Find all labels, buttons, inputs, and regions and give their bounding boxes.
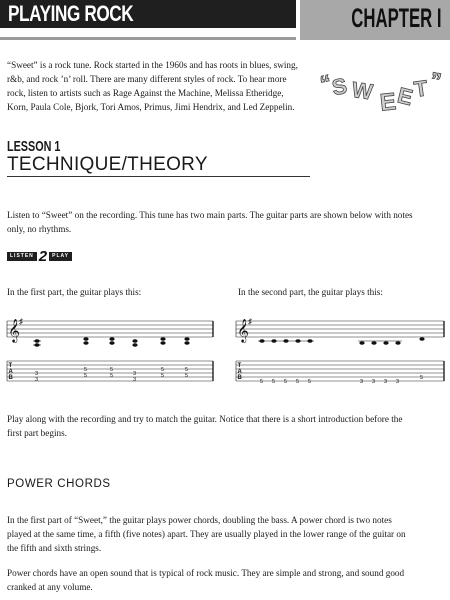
play-label: PLAY [49,252,72,261]
sharp-icon: ♯ [19,317,23,326]
play-along-paragraph [7,412,447,440]
chord-notes [34,337,189,347]
chapter-tab [300,0,450,40]
listen-label: LISTEN [7,252,37,261]
tab-fret: 5 [185,367,189,373]
intro-paragraph [7,58,317,114]
lesson-title: TECHNIQUE/THEORY [7,154,208,175]
play-along-line: first part begins. [7,428,67,438]
tab-t: T [8,363,13,369]
lesson-number: LESSON 1 [7,138,61,155]
example-caption-1: In the first part, the guitar plays this: [7,287,142,297]
power-chords-line: played at the same time, a fifth (five notes) apart. They are usually played in the lower range of the guitar on [7,529,406,539]
tab-fret: 5 [110,367,114,373]
svg-text:E: E [395,82,416,111]
tab-t: T [237,363,242,369]
tab-fret: 3 [360,379,364,385]
notation-example-1 [5,315,215,393]
sweet-logo-art [318,62,446,132]
staff-and-tab-1 [5,315,215,393]
power-chords-line: Power chords have an open sound that is typical of rock music. They are simple and strong, and sound good [7,568,405,578]
sharp-icon: ♯ [248,317,252,326]
staff-and-tab-2 [234,315,446,393]
svg-text:T: T [412,75,430,102]
power-chords-heading: POWER CHORDS [7,478,111,490]
power-chords-line: the fifth and sixth strings. [7,543,102,553]
tab-fret: 5 [110,373,114,379]
sweet-logo [318,62,446,132]
tab-fret: 5 [185,373,189,379]
header-bar [0,0,296,28]
intro-line: Korn, Paula Cole, Bjork, Tori Amos, Primus, Jimi Hendrix, and Led Zeppelin. [7,102,295,112]
listen-line: only, no rhythms. [7,224,72,234]
svg-text:“: “ [318,69,334,97]
tab-fret: 3 [133,371,137,377]
tab-a: A [8,369,13,375]
svg-text:W: W [350,77,375,105]
intro-line: rock, listen to artists such as Rage Against the Machine, Melissa Etheridge, [7,88,284,98]
power-chords-paragraph-2 [7,566,447,594]
svg-text:”: ” [428,67,444,94]
intro-line: “Sweet” is a rock tune. Rock started in the 1960s and has roots in blues, swing, [7,60,298,70]
tab-fret: 5 [161,373,165,379]
power-chords-paragraph-1 [7,513,447,555]
svg-text:S: S [330,73,349,101]
header-rule [0,37,296,40]
tab-fret: 3 [133,377,137,383]
tab-b: B [237,375,242,381]
lesson-rule [7,176,310,177]
power-chords-line: In the first part of “Sweet,” the guitar plays power chords, doubling the bass. A power chord is two notes [7,515,392,525]
chapter-label: CHAPTER I [351,3,442,33]
treble-clef-icon: 𝄞 [8,318,20,342]
tab-fret: 5 [260,379,264,385]
treble-clef-icon: 𝄞 [237,318,249,342]
sweet-logo-text: “SWEET” [318,62,323,63]
tab-fret: 5 [420,375,424,381]
section-title: PLAYING ROCK [8,1,134,26]
tab-fret: 5 [272,379,276,385]
tab-fret: 3 [384,379,388,385]
listen-paragraph [7,208,447,236]
intro-line: r&b, and rock ’n’ roll. There are many different styles of rock. To hear more [7,74,287,84]
tab-a: A [237,369,242,375]
play-along-line: Play along with the recording and try to match the guitar. Notice that there is a short introduction before the [7,414,403,424]
tab-fret: 5 [284,379,288,385]
svg-text:E: E [378,88,398,117]
tab-fret: 3 [35,371,39,377]
tab-fret: 5 [296,379,300,385]
example-caption-2: In the second part, the guitar plays this: [238,287,383,297]
tab-fret: 3 [35,377,39,383]
track-number: 2 [38,248,48,265]
notation-example-2 [234,315,446,393]
tab-fret: 5 [84,367,88,373]
power-chords-line: cranked at any volume. [7,582,93,592]
tab-b: B [8,375,13,381]
tab-fret: 5 [84,373,88,379]
tab-fret: 5 [161,367,165,373]
listen-line: Listen to “Sweet” on the recording. This tune has two main parts. The guitar parts are shown below with notes [7,210,413,220]
tab-fret: 3 [396,379,400,385]
tab-fret: 5 [308,379,312,385]
tab-fret: 3 [372,379,376,385]
listen-play-badge [7,248,72,265]
